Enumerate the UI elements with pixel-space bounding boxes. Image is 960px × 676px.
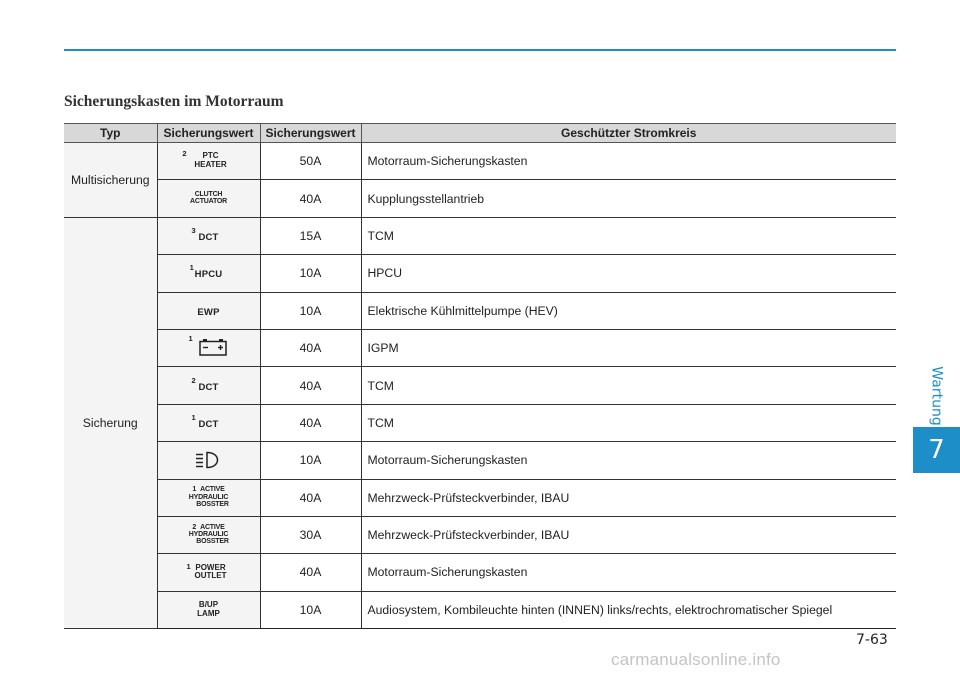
- table-row: [64, 591, 896, 628]
- fuse-value: 40A: [260, 479, 361, 516]
- fuse-table: [64, 123, 896, 629]
- section-title: Sicherungskasten im Motorraum: [64, 93, 284, 110]
- fuse-value: 15A: [260, 217, 361, 254]
- fuse-value: 30A: [260, 516, 361, 553]
- table-row: [64, 516, 896, 553]
- table-row: [64, 143, 896, 180]
- fuse-circuit: Elektrische Kühlmittelpumpe (HEV): [361, 292, 896, 329]
- fuse-circuit: Motorraum-Sicherungskasten: [361, 554, 896, 591]
- table-row: [64, 217, 896, 254]
- fuse-circuit: Motorraum-Sicherungskasten: [361, 442, 896, 479]
- fuse-symbol: [157, 442, 260, 479]
- top-rule: [64, 49, 896, 51]
- fuse-symbol: 2 ACTIVE HYDRAULIC BOSSTER: [157, 516, 260, 553]
- fuse-circuit: Motorraum-Sicherungskasten: [361, 143, 896, 180]
- battery-icon: [199, 338, 227, 356]
- table-row: [64, 479, 896, 516]
- fuse-value: 40A: [260, 554, 361, 591]
- fuse-symbol: EWP: [157, 292, 260, 329]
- table-header-row: [64, 124, 896, 143]
- table-row: [64, 404, 896, 441]
- chapter-tab: [913, 427, 960, 473]
- fuse-circuit: Mehrzweck-Prüfsteckverbinder, IBAU: [361, 516, 896, 553]
- fuse-symbol: 1: [157, 329, 260, 366]
- chapter-number: 7: [928, 435, 945, 465]
- fuse-circuit: HPCU: [361, 255, 896, 292]
- table-row: [64, 292, 896, 329]
- headlamp-icon: [194, 451, 224, 469]
- fuse-circuit: Audiosystem, Kombileuchte hinten (INNEN) links/rechts, elektrochromatischer Spiegel: [361, 591, 896, 628]
- fuse-value: 10A: [260, 442, 361, 479]
- fuse-symbol: 2 PTC HEATER: [157, 143, 260, 180]
- fuse-symbol: 1 ACTIVE HYDRAULIC BOSSTER: [157, 479, 260, 516]
- fuse-symbol: 2 DCT: [157, 367, 260, 404]
- fuse-value: 10A: [260, 292, 361, 329]
- fuse-value: 10A: [260, 255, 361, 292]
- fuse-value: 40A: [260, 404, 361, 441]
- fuse-circuit: Mehrzweck-Prüfsteckverbinder, IBAU: [361, 479, 896, 516]
- fuse-symbol: 3 DCT: [157, 217, 260, 254]
- header-sicherungswert-value: Sicherungswert: [260, 124, 361, 143]
- fuse-value: 40A: [260, 329, 361, 366]
- group-type-sicherung: Sicherung: [64, 217, 157, 628]
- table-row: [64, 554, 896, 591]
- header-typ: Typ: [64, 124, 157, 143]
- table-row: [64, 329, 896, 366]
- fuse-value: 40A: [260, 180, 361, 217]
- fuse-circuit: TCM: [361, 217, 896, 254]
- header-stromkreis: Geschützter Stromkreis: [361, 124, 896, 143]
- fuse-circuit: TCM: [361, 367, 896, 404]
- table-row: [64, 442, 896, 479]
- watermark: carmanualsonline.info: [611, 650, 781, 669]
- side-label: [915, 368, 959, 424]
- table-row: [64, 255, 896, 292]
- fuse-circuit: IGPM: [361, 329, 896, 366]
- fuse-symbol: 1 DCT: [157, 404, 260, 441]
- fuse-symbol: 1 POWER OUTLET: [157, 554, 260, 591]
- fuse-value: 50A: [260, 143, 361, 180]
- side-label-text: Wartung: [929, 366, 945, 426]
- header-sicherungswert-symbol: Sicherungswert: [157, 124, 260, 143]
- fuse-circuit: TCM: [361, 404, 896, 441]
- group-type-multisicherung: Multisicherung: [64, 143, 157, 218]
- table-row: [64, 367, 896, 404]
- fuse-circuit: Kupplungsstellantrieb: [361, 180, 896, 217]
- fuse-symbol: 1 HPCU: [157, 255, 260, 292]
- page-number: 7-63: [856, 632, 888, 648]
- fuse-symbol: CLUTCH ACTUATOR: [157, 180, 260, 217]
- fuse-value: 10A: [260, 591, 361, 628]
- fuse-symbol: B/UP LAMP: [157, 591, 260, 628]
- table-row: [64, 180, 896, 217]
- fuse-value: 40A: [260, 367, 361, 404]
